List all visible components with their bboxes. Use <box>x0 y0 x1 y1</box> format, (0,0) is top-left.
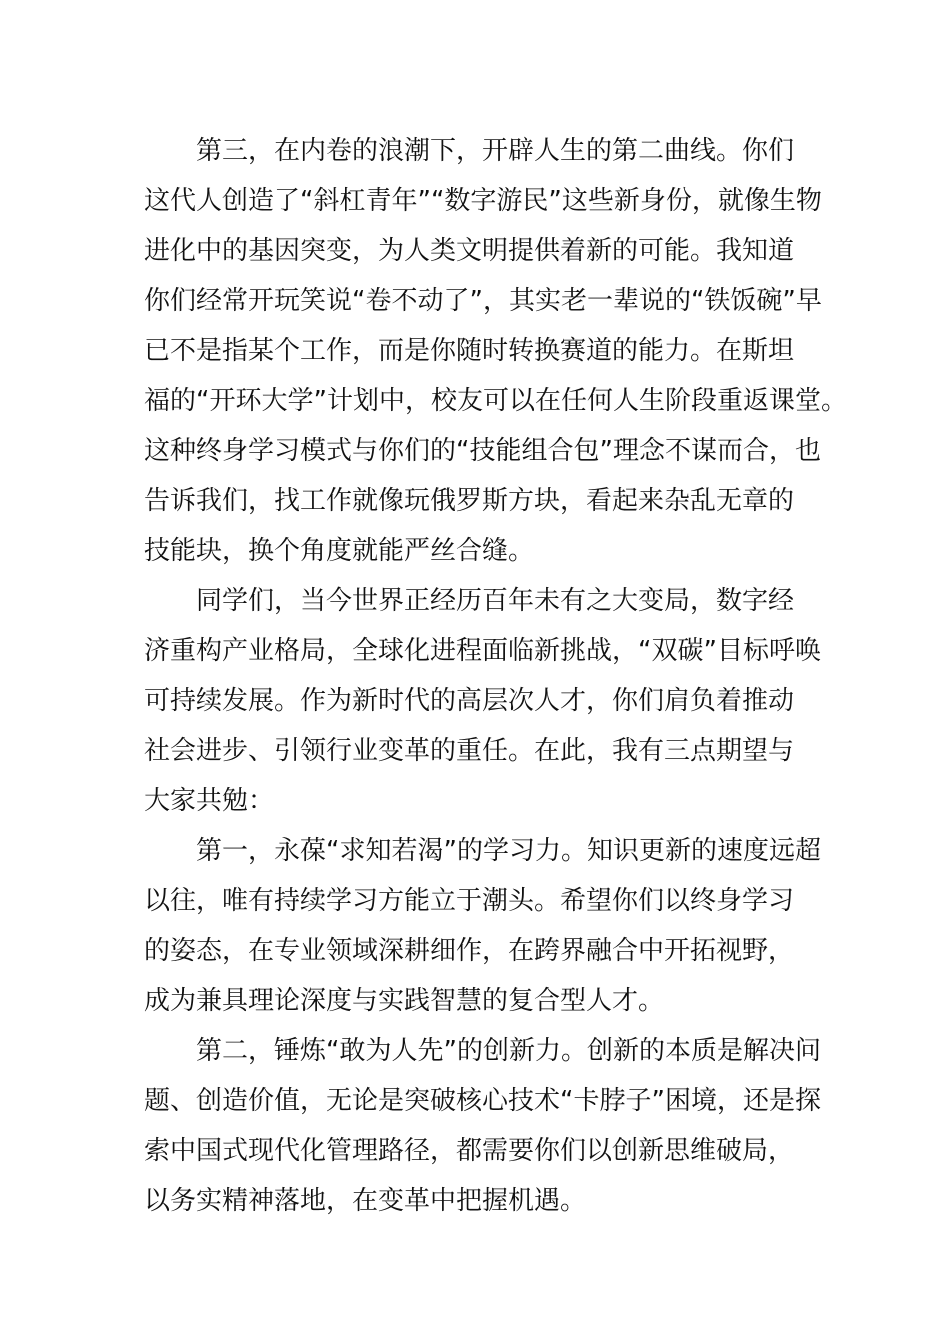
text-line: 社会进步、引领行业变革的重任。在此，我有三点期望与 <box>144 736 795 766</box>
text-line: 大家共勉： <box>144 786 275 816</box>
text-line: 这种终身学习模式与你们的“技能组合包”理念不谋而合，也 <box>144 436 821 466</box>
text-line: 索中国式现代化管理路径，都需要你们以创新思维破局， <box>144 1136 795 1166</box>
text-line: 以往，唯有持续学习方能立于潮头。希望你们以终身学习 <box>144 886 795 916</box>
text-line: 你们经常开玩笑说“卷不动了”，其实老一辈说的“铁饭碗”早 <box>144 286 822 316</box>
body-text <box>144 126 847 1226</box>
text-line: 这代人创造了“斜杠青年”“数字游民”这些新身份，就像生物 <box>144 186 822 216</box>
text-line: 第一，永葆“求知若渴”的学习力。知识更新的速度远超 <box>196 836 821 866</box>
text-line: 第三，在内卷的浪潮下，开辟人生的第二曲线。你们 <box>196 136 795 166</box>
paragraph-learning <box>144 826 824 1026</box>
text-line: 技能块，换个角度就能严丝合缝。 <box>144 536 535 566</box>
text-line: 可持续发展。作为新时代的高层次人才，你们肩负着推动 <box>144 686 795 716</box>
text-line: 福的“开环大学”计划中，校友可以在任何人生阶段重返课堂。 <box>144 386 847 416</box>
paragraph-second-curve <box>144 126 847 576</box>
text-line: 同学们，当今世界正经历百年未有之大变局，数字经 <box>196 586 795 616</box>
paragraph-innovation <box>144 1026 824 1226</box>
text-line: 题、创造价值，无论是突破核心技术“卡脖子”困境，还是探 <box>144 1086 821 1116</box>
text-line: 第二，锤炼“敢为人先”的创新力。创新的本质是解决问 <box>196 1036 821 1066</box>
text-line: 的姿态，在专业领域深耕细作，在跨界融合中开拓视野， <box>144 936 795 966</box>
text-line: 进化中的基因突变，为人类文明提供着新的可能。我知道 <box>144 236 795 266</box>
text-line: 告诉我们，找工作就像玩俄罗斯方块，看起来杂乱无章的 <box>144 486 795 516</box>
text-line: 成为兼具理论深度与实践智慧的复合型人才。 <box>144 986 665 1016</box>
text-line: 已不是指某个工作，而是你随时转换赛道的能力。在斯坦 <box>144 336 795 366</box>
text-line: 以务实精神落地，在变革中把握机遇。 <box>144 1186 587 1216</box>
text-line: 济重构产业格局，全球化进程面临新挑战，“双碳”目标呼唤 <box>144 636 821 666</box>
paragraph-classmates <box>144 576 824 826</box>
